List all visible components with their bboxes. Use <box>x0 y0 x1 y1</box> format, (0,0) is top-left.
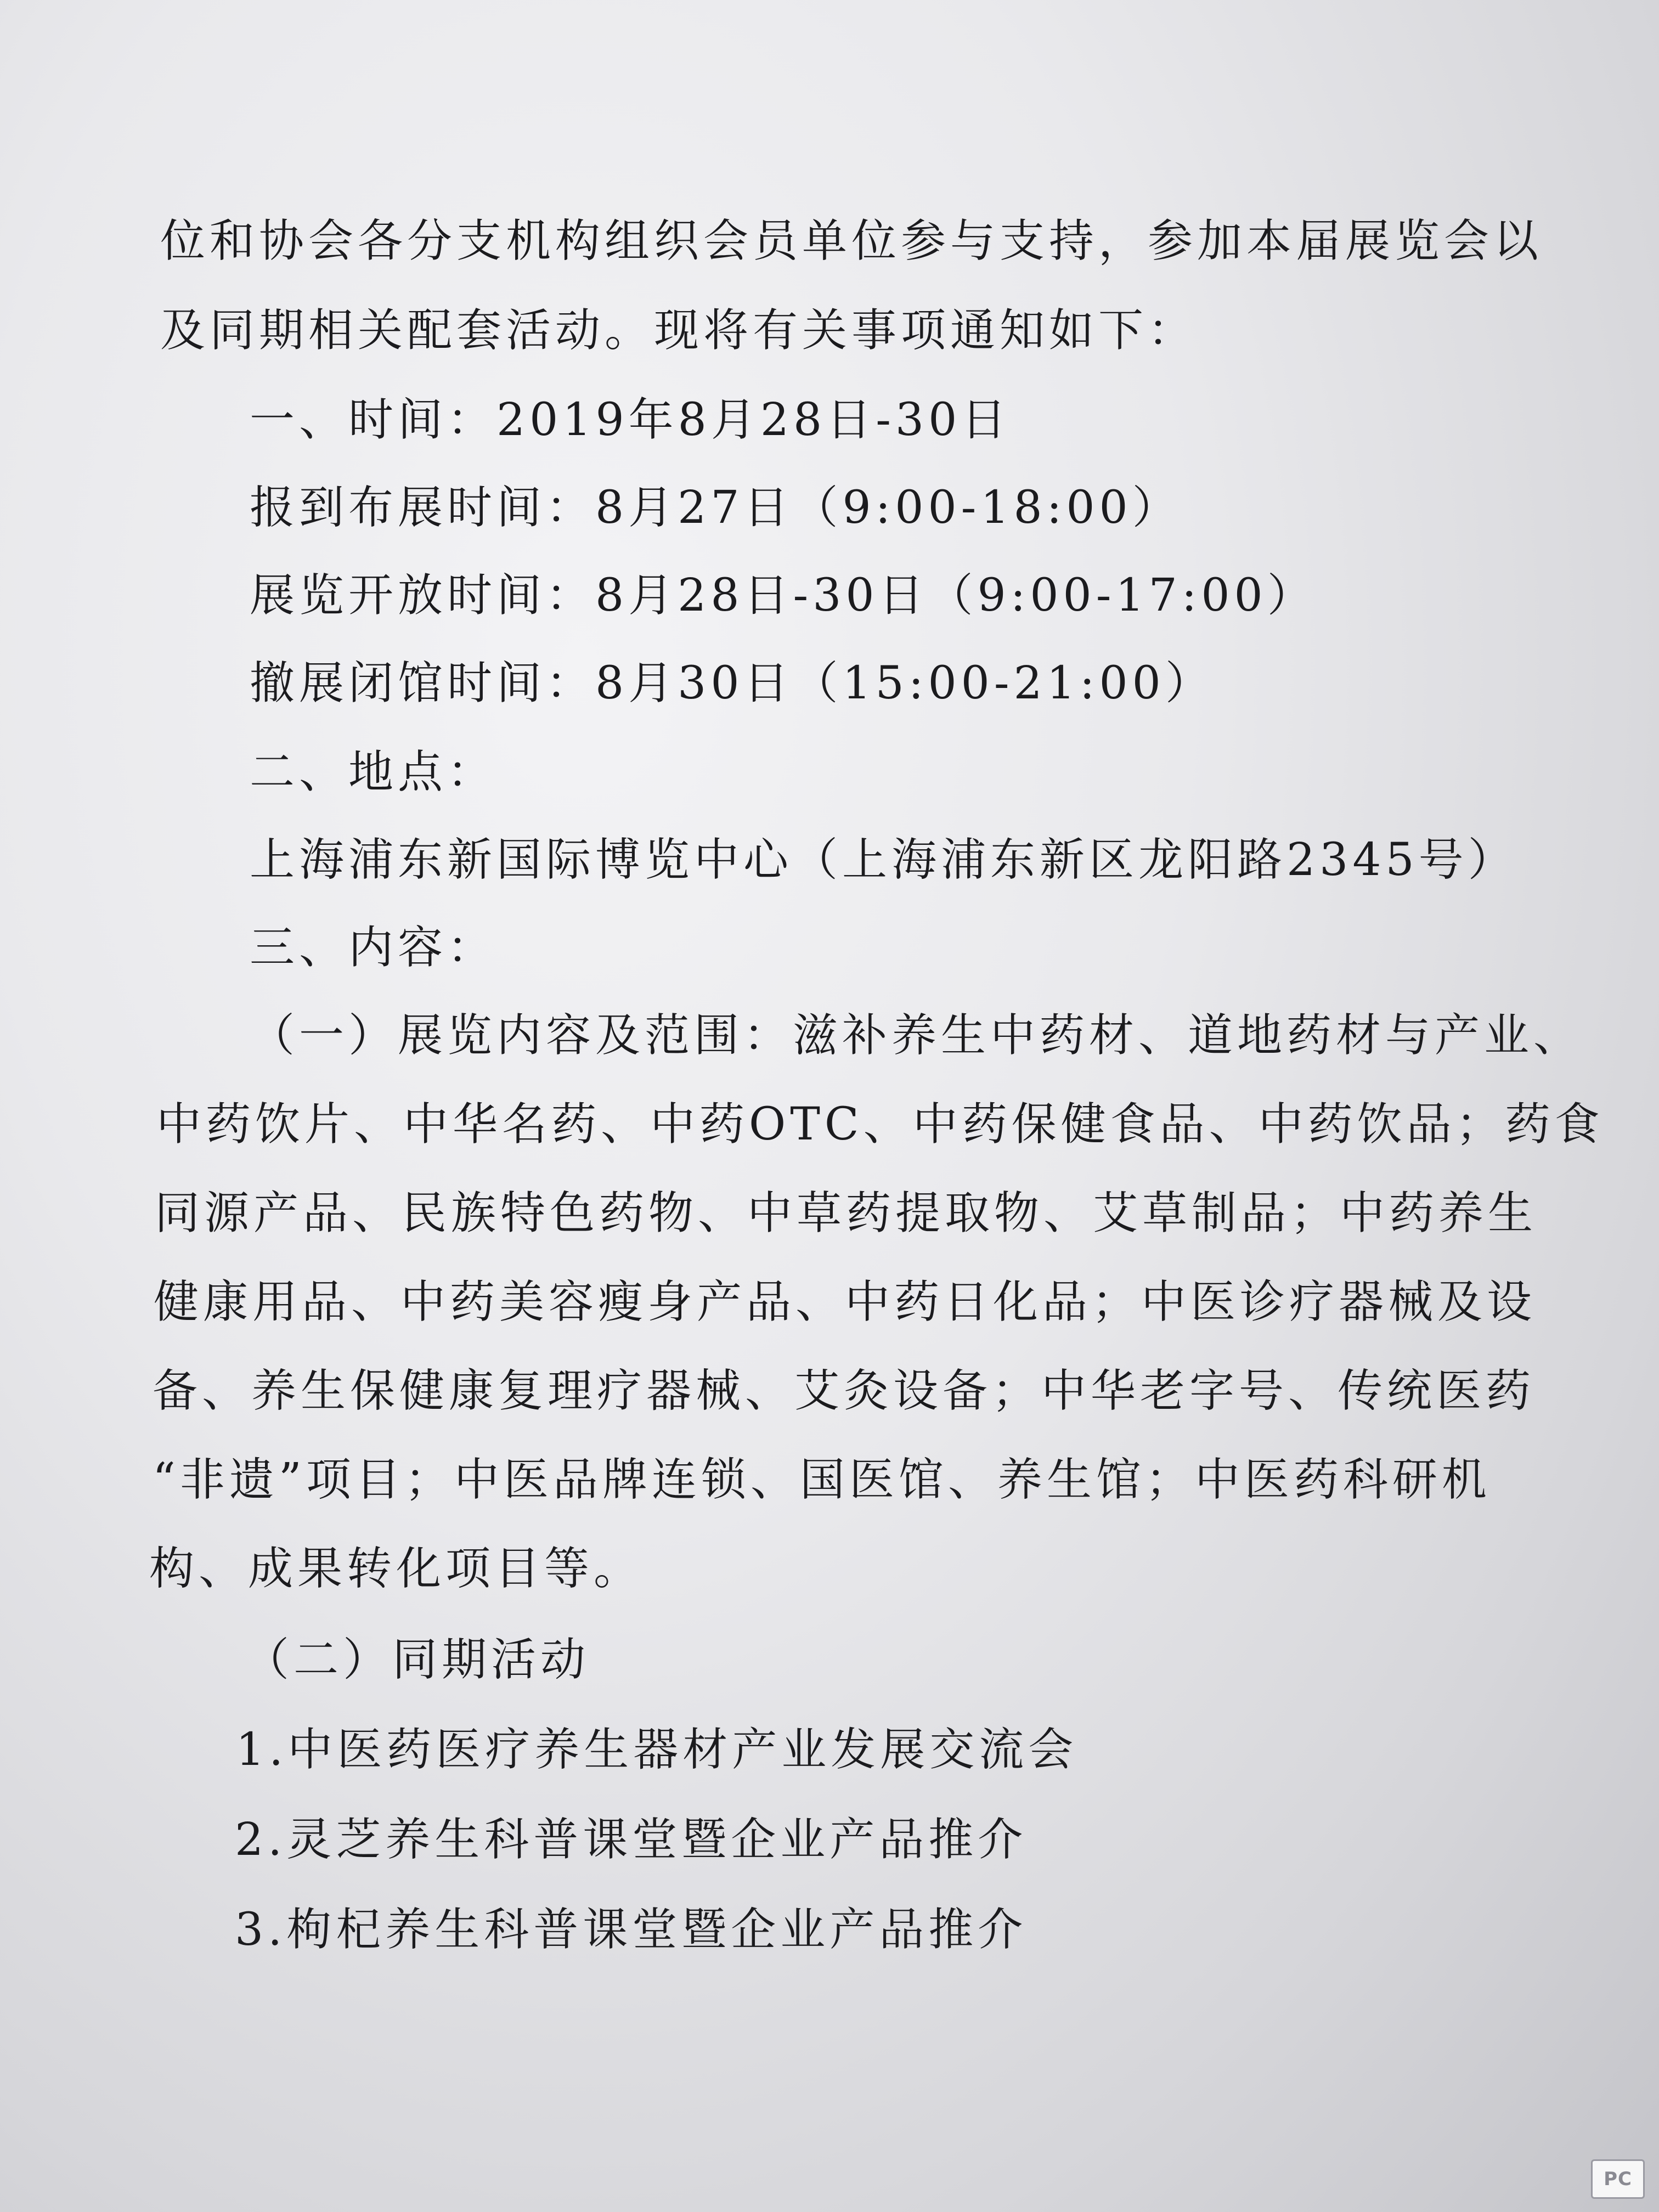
content-line-7: 构、成果转化项目等。 <box>149 1543 644 1595</box>
content-line-2: 中药饮片、中华名药、中药OTC、中药保健食品、中药饮品；药食 <box>156 1098 1604 1150</box>
section-location-heading: 二、地点： <box>250 746 497 798</box>
teardown-time-line: 撤展闭馆时间：8月30日（15:00-21:00） <box>250 657 1215 709</box>
activity-item-3: 3.枸杞养生科普课堂暨企业产品推介 <box>235 1904 1028 1956</box>
section-time-heading: 一、时间：2019年8月28日-30日 <box>250 394 1011 446</box>
checkin-time-line: 报到布展时间：8月27日（9:00-18:00） <box>250 482 1182 534</box>
watermark-logo <box>1591 2159 1645 2199</box>
activity-item-1: 1.中医药医疗养生器材产业发展交流会 <box>236 1724 1078 1776</box>
content-line-3: 同源产品、民族特色药物、中草药提取物、艾草制品；中药养生 <box>155 1187 1538 1239</box>
exhibition-time-line: 展览开放时间：8月28日-30日（9:00-17:00） <box>250 569 1317 622</box>
section-activities-heading: （二）同期活动 <box>244 1634 590 1686</box>
section-content-heading: 三、内容： <box>250 922 497 974</box>
watermark-text: PC <box>1604 2168 1632 2190</box>
location-line: 上海浦东新国际博览中心（上海浦东新区龙阳路2345号） <box>250 834 1517 886</box>
text-line-2: 及同期相关配套活动。现将有关事项通知如下： <box>160 304 1198 357</box>
activity-item-2: 2.灵芝养生科普课堂暨企业产品推介 <box>235 1814 1028 1866</box>
text-line-1: 位和协会各分支机构组织会员单位参与支持，参加本届展览会以 <box>160 215 1543 267</box>
content-line-4: 健康用品、中药美容瘦身产品、中药日化品；中医诊疗器械及设 <box>154 1276 1537 1328</box>
content-line-6: “非遗”项目；中医品牌连锁、国医馆、养生馆；中医药科研机 <box>153 1454 1491 1506</box>
content-line-1: （一）展览内容及范围：滋补养生中药材、道地药材与产业、 <box>250 1009 1583 1062</box>
content-line-5: 备、养生保健康复理疗器械、艾灸设备；中华老字号、传统医药 <box>153 1365 1536 1417</box>
